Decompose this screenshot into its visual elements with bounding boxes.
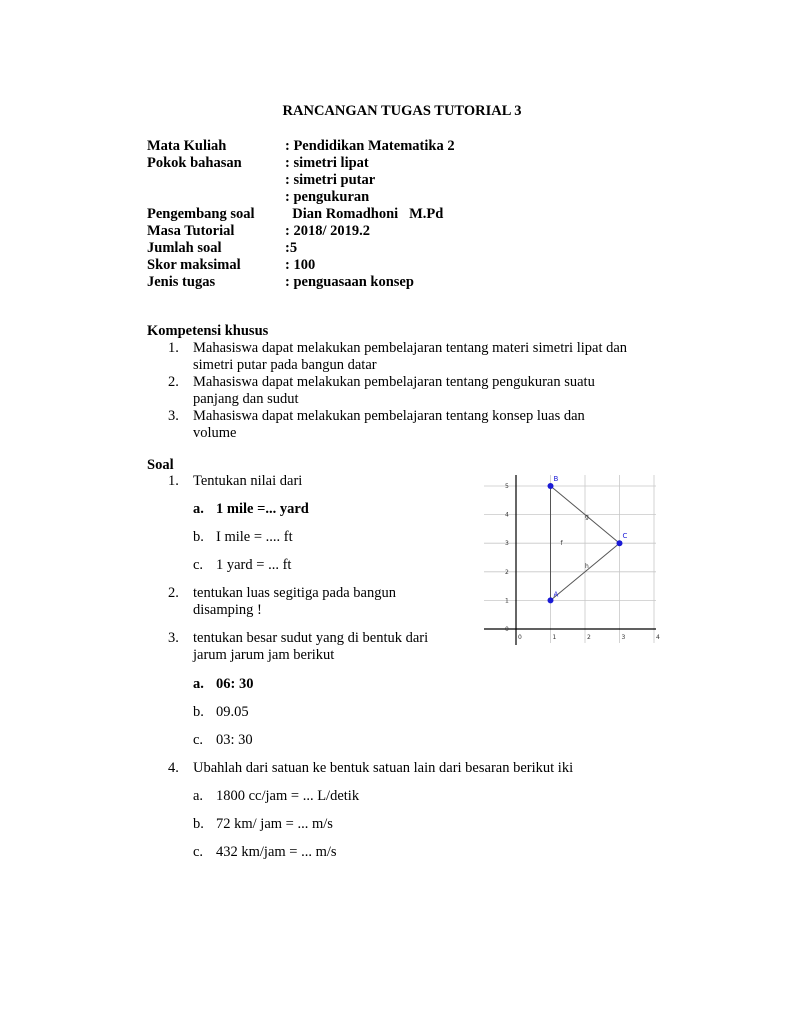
q2-line1: tentukan luas segitiga pada bangun [193, 585, 396, 601]
point-B [548, 483, 554, 489]
header-value-skor: : 100 [285, 257, 316, 273]
q1-sub-a-label: a. [193, 501, 204, 517]
q1-sub-c-label: c. [193, 557, 204, 573]
figure-axes [484, 475, 660, 645]
q4-sub-b-text: 72 km/ jam = ... m/s [216, 816, 333, 832]
q4-text: Ubahlah dari satuan ke bentuk satuan lain dari besaran berikut iki [193, 760, 574, 776]
y-tick-label: 5 [505, 483, 509, 490]
header-value-pokok-bahasan-2: : simetri putar [285, 172, 376, 188]
q1-num: 1. [168, 473, 179, 489]
header-value-jumlah-soal: :5 [285, 240, 298, 256]
header-label-pengembang: Pengembang soal [147, 206, 255, 222]
kompetensi-item-3-line1: Mahasiswa dapat melakukan pembelajaran tentang konsep luas dan [193, 408, 585, 424]
q1-sub-b-text: I mile = .... ft [216, 529, 293, 545]
q3-sub-a-label: a. [193, 676, 204, 692]
q3-sub-c-text: 03: 30 [216, 732, 253, 748]
q4-sub-c-label: c. [193, 844, 204, 860]
q3-sub-a-text: 06: 30 [216, 676, 254, 692]
q1-sub-c-text: 1 yard = ... ft [216, 557, 292, 573]
q1-sub-a-text: 1 mile =... yard [216, 501, 309, 517]
kompetensi-num-3: 3. [168, 408, 179, 424]
point-C [617, 540, 623, 546]
header-value-mata-kuliah: : Pendidikan Matematika 2 [285, 138, 455, 154]
page-title: RANCANGAN TUGAS TUTORIAL 3 [282, 103, 522, 119]
x-tick-label: 4 [656, 634, 660, 641]
y-tick-label: 1 [505, 597, 509, 605]
q4-sub-b-label: b. [193, 816, 204, 832]
y-tick-label: 2 [505, 568, 509, 576]
figure-grid [484, 475, 656, 643]
q3-line1: tentukan besar sudut yang di bentuk dari [193, 630, 429, 646]
q4-sub-a-label: a. [193, 788, 204, 804]
triangle-figure [476, 473, 658, 647]
point-label-B: B [553, 475, 559, 483]
x-tick-label: 0 [518, 634, 522, 641]
point-label-A: A [553, 590, 559, 599]
kompetensi-num-2: 2. [168, 374, 179, 390]
segment-label-g: g [585, 513, 589, 521]
x-tick-label: 2 [587, 634, 591, 641]
y-tick-label: 4 [505, 511, 509, 519]
y-tick-label: 0 [505, 626, 509, 633]
kompetensi-item-2-line1: Mahasiswa dapat melakukan pembelajaran tentang pengukuran suatu [193, 374, 595, 390]
q2-num: 2. [168, 585, 179, 601]
q3-line2: jarum jarum jam berikut [193, 647, 335, 663]
q1-text: Tentukan nilai dari [193, 473, 303, 489]
header-value-pengembang: Dian Romadhoni M.Pd [285, 206, 444, 222]
q3-sub-c-label: c. [193, 732, 204, 748]
segment-label-h: h [585, 562, 589, 570]
header-label-pokok-bahasan: Pokok bahasan [147, 155, 242, 171]
x-tick-label: 1 [552, 634, 557, 641]
header-label-masa-tutorial: Masa Tutorial [147, 223, 235, 239]
segment-label-f: f [560, 540, 563, 548]
q4-sub-a-text: 1800 cc/jam = ... L/detik [216, 788, 360, 804]
header-value-pokok-bahasan-1: : simetri lipat [285, 155, 369, 171]
point-label-C: C [622, 532, 628, 541]
kompetensi-item-1-line1: Mahasiswa dapat melakukan pembelajaran tentang materi simetri lipat dan [193, 340, 628, 356]
kompetensi-item-1-line2: simetri putar pada bangun datar [193, 357, 377, 373]
soal-heading: Soal [147, 457, 174, 473]
header-value-masa-tutorial: : 2018/ 2019.2 [285, 223, 370, 239]
q3-num: 3. [168, 630, 179, 646]
kompetensi-num-1: 1. [168, 340, 179, 356]
figure-points [548, 475, 628, 603]
header-label-skor: Skor maksimal [147, 257, 241, 273]
header-value-pokok-bahasan-3: : pengukuran [285, 189, 370, 205]
header-label-mata-kuliah: Mata Kuliah [147, 138, 227, 154]
kompetensi-item-2-line2: panjang dan sudut [193, 391, 299, 407]
q3-sub-b-label: b. [193, 704, 204, 720]
q2-line2: disamping ! [193, 602, 262, 618]
q4-sub-c-text: 432 km/jam = ... m/s [216, 844, 337, 860]
kompetensi-item-3-line2: volume [193, 425, 237, 441]
header-value-jenis-tugas: : penguasaan konsep [285, 274, 414, 290]
q1-sub-b-label: b. [193, 529, 204, 545]
q4-num: 4. [168, 760, 179, 776]
header-label-jenis-tugas: Jenis tugas [147, 274, 216, 290]
kompetensi-heading: Kompetensi khusus [147, 323, 269, 339]
y-tick-label: 3 [505, 540, 509, 548]
x-tick-label: 3 [621, 634, 626, 641]
header-label-jumlah-soal: Jumlah soal [147, 240, 222, 256]
q3-sub-b-text: 09.05 [216, 704, 249, 720]
